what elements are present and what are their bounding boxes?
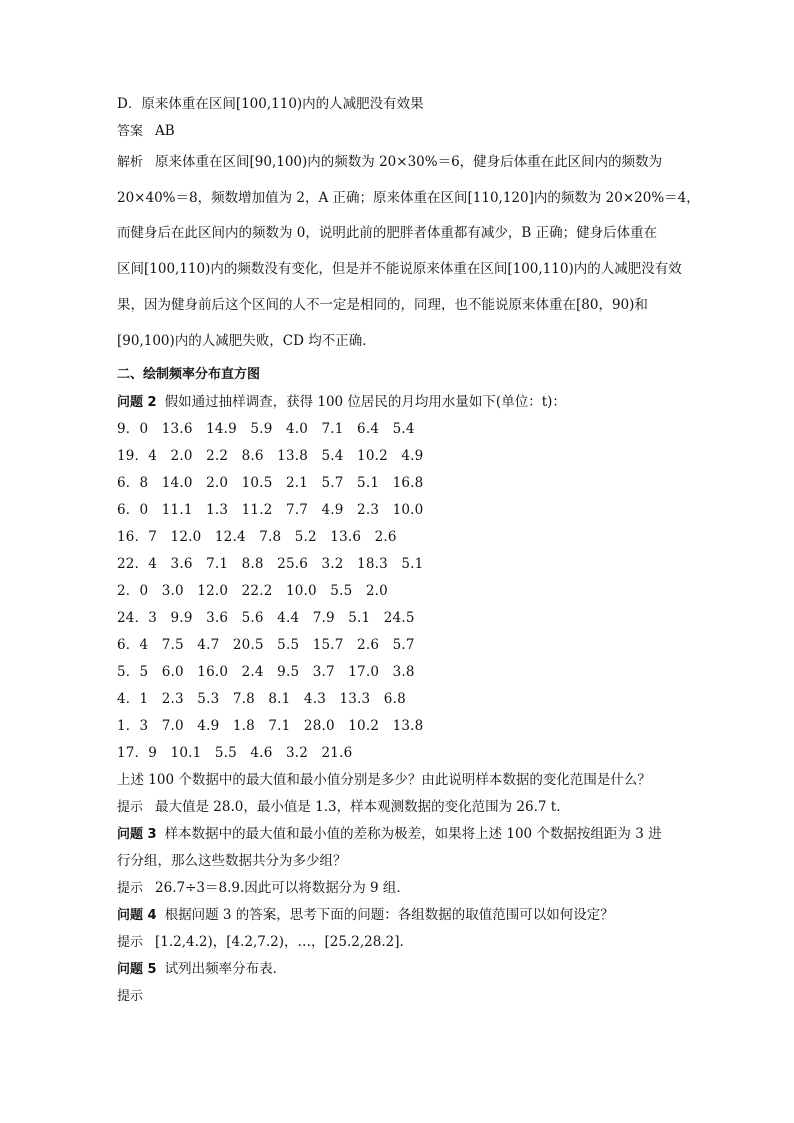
question-3-line-2: 行分组，那么这些数据共分为多少组？	[117, 853, 347, 869]
question-2-ask: 上述 100 个数据中的最大值和最小值分别是多少？由此说明样本数据的变化范围是什么？	[117, 772, 651, 788]
question-2-label: 问题 2	[117, 395, 157, 410]
data-row: 16．7 12.0 12.4 7.8 5.2 13.6 2.6	[117, 529, 397, 545]
answer-line	[117, 121, 175, 142]
question-4-text: 根据问题 3 的答案，思考下面的问题：各组数据的取值范围可以如何设定？	[164, 907, 614, 923]
data-row: 4．1 2.3 5.3 7.8 8.1 4.3 13.3 6.8	[117, 691, 406, 707]
hint-2	[117, 797, 560, 818]
question-3-label: 问题 3	[117, 827, 157, 842]
data-row: 24．3 9.9 3.6 5.6 4.4 7.9 5.1 24.5	[117, 610, 415, 626]
hint-3-text: 26.7÷3＝8.9.因此可以将数据分为 9 组．	[155, 880, 410, 896]
question-3-line-1	[117, 824, 662, 845]
hint-3-label: 提示	[117, 881, 144, 896]
analysis-line-2: 20×40%＝8，频数增加值为 2，A 正确；原来体重在区间[110,120]内的频数为 20×20%＝4，	[117, 190, 700, 206]
hint-2-label: 提示	[117, 800, 144, 815]
question-2-text: 假如通过抽样调查，获得 100 位居民的月均用水量如下(单位：t)：	[164, 394, 566, 410]
hint-5-label: 提示	[117, 989, 144, 1004]
section-heading: 二、绘制频率分布直方图	[117, 367, 261, 382]
hint-4-label: 提示	[117, 935, 144, 950]
data-row: 19．4 2.0 2.2 8.6 13.8 5.4 10.2 4.9	[117, 448, 424, 464]
data-row: 2．0 3.0 12.0 22.2 10.0 5.5 2.0	[117, 583, 388, 599]
analysis-line-5: 果，因为健身前后这个区间的人不一定是相同的，同理，也不能说原来体重在[80，90)和	[117, 297, 648, 313]
hint-4-text: [1.2,4.2)，[4.2,7.2)，…，[25.2,28.2].	[155, 934, 404, 950]
analysis-line-1	[117, 152, 662, 173]
data-row: 6．4 7.5 4.7 20.5 5.5 15.7 2.6 5.7	[117, 637, 415, 653]
question-3-text-1: 样本数据中的最大值和最小值的差称为极差，如果将上述 100 个数据按组距为 3 进	[164, 826, 662, 842]
data-row: 5．5 6.0 16.0 2.4 9.5 3.7 17.0 3.8	[117, 664, 415, 680]
question-4	[117, 905, 614, 926]
analysis-label: 解析	[117, 155, 144, 170]
answer-value: AB	[155, 123, 175, 139]
question-5-text: 试列出频率分布表．	[164, 961, 287, 977]
data-row: 22．4 3.6 7.1 8.8 25.6 3.2 18.3 5.1	[117, 556, 424, 572]
question-2	[117, 392, 566, 413]
data-row: 6．0 11.1 1.3 11.2 7.7 4.9 2.3 10.0	[117, 502, 424, 518]
analysis-line-6: [90,100)内的人减肥失败，CD 均不正确．	[117, 333, 376, 349]
analysis-line-4: 区间[100,110)内的频数没有变化，但是并不能说原来体重在区间[100,110)内的人减肥没有效	[117, 261, 682, 277]
hint-2-text: 最大值是 28.0，最小值是 1.3，样本观测数据的变化范围为 26.7 t.	[155, 799, 561, 815]
data-row: 1．3 7.0 4.9 1.8 7.1 28.0 10.2 13.8	[117, 718, 424, 734]
analysis-text-1: 原来体重在区间[90,100)内的频数为 20×30%＝6，健身后体重在此区间内的频数为	[155, 154, 663, 170]
option-d: D．原来体重在区间[100,110)内的人减肥没有效果	[117, 96, 424, 112]
hint-4	[117, 932, 404, 953]
data-row: 9．0 13.6 14.9 5.9 4.0 7.1 6.4 5.4	[117, 421, 415, 437]
question-4-label: 问题 4	[117, 908, 157, 923]
data-row: 17．9 10.1 5.5 4.6 3.2 21.6	[117, 745, 353, 761]
answer-label: 答案	[117, 124, 144, 139]
data-row: 6．8 14.0 2.0 10.5 2.1 5.7 5.1 16.8	[117, 475, 424, 491]
hint-5	[117, 986, 143, 1007]
question-5-label: 问题 5	[117, 962, 157, 977]
analysis-line-3: 而健身后在此区间内的频数为 0，说明此前的肥胖者体重都有减少，B 正确；健身后体重在	[117, 225, 658, 241]
question-5	[117, 959, 286, 980]
hint-3	[117, 878, 410, 899]
